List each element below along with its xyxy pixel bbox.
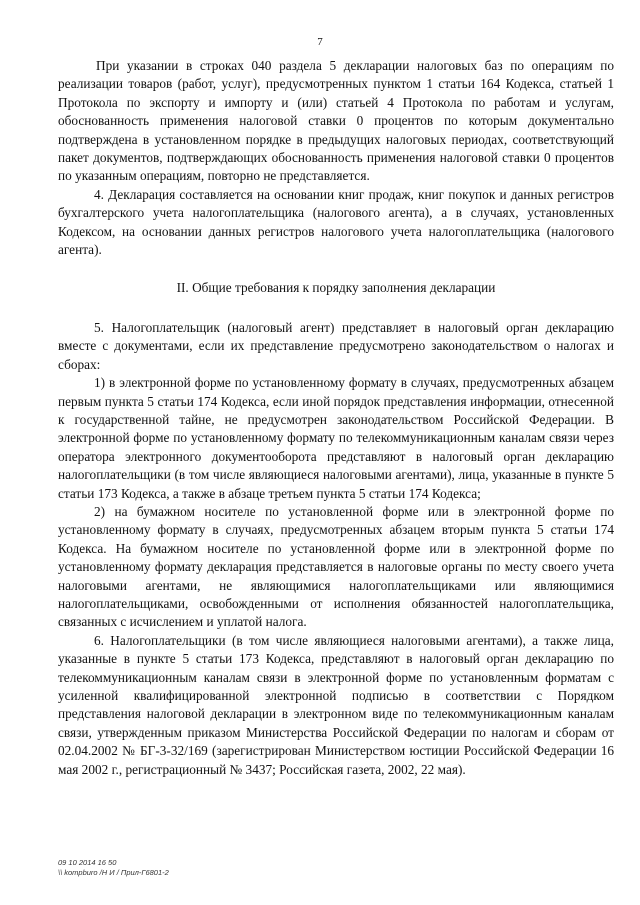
paragraph-zero-rate-documents: При указании в строках 040 раздела 5 декларации налоговых баз по операциям по реализации товаров (работ, услуг), предусмотренных пунктом 1 статьи 164 Кодекса, статьей 1 Протокола по экспорту и импорту и (или) статьей 4 Протокола по работам и услугам, обоснованность применения налоговой ставки 0 процентов по которым документально подтверждена в установленном порядке в предыдущих налоговых периодах, соответствующий пакет документов, подтверждающих обоснованность применения налоговой ставки 0 процентов по указанным операциям, повторно не представляется. xyxy=(58,58,614,184)
paragraph-5-submission: 5. Налогоплательщик (налоговый агент) представляет в налоговый орган декларацию вместе с документами, если их представление предусмотрено законодательством о налогах и сборах: xyxy=(58,319,614,372)
print-footer xyxy=(58,858,169,878)
footer-timestamp: 09 10 2014 16 50 xyxy=(58,858,117,867)
paragraph-6-telecom-channels: 6. Налогоплательщики (в том числе являющиеся налоговыми агентами), а также лица, указанные в пункте 5 статьи 173 Кодекса, представляют в налоговый орган декларацию по телекоммуникационным каналам связи в электронной форме по установленным форматам с усиленной квалифицированной электронной подписью в соответствии с Порядком представления налоговой декларации в электронном виде по телекоммуникационным каналам связи, утвержденным приказом Министерства Российской Федерации по налогам и сборам от 02.04.2002 № БГ-3-32/169 (зарегистрирован Министерством юстиции Российской Федерации 16 мая 2002 г., регистрационный № 3437; Российская газета, 2002, 22 мая). xyxy=(58,632,614,777)
document-body xyxy=(58,57,614,779)
paragraph-5-1-electronic-form: 1) в электронной форме по установленному формату в случаях, предусмотренных абзацем первым пункта 5 статьи 174 Кодекса, если иной порядок представления информации, отнесенной к государственной тайне, не предусмотрен законодательством Российской Федерации. В электронной форме по установленному формату по телекоммуникационным каналам связи через оператора электронного документооборота представляют в налоговый орган декларацию налогоплательщики (в том числе являющиеся налоговыми агентами), лица, указанные в пункте 5 статьи 173 Кодекса, а также в абзаце третьем пункта 5 статьи 174 Кодекса; xyxy=(58,375,614,501)
section-heading: II. Общие требования к порядку заполнения декларации xyxy=(176,280,496,296)
paragraph-4-declaration-basis: 4. Декларация составляется на основании книг продаж, книг покупок и данных регистров бухгалтерского учета налогоплательщика (налогового агента), а в случаях, установленных Кодексом, на основании данных регистров налогового учета налогоплательщика (налогового агента). xyxy=(58,186,614,258)
paragraph-5-2-paper-form: 2) на бумажном носителе по установленной форме или в электронной форме по установленному формату в случаях, предусмотренных абзацем вторым пункта 5 статьи 174 Кодекса. На бумажном носителе по установленной форме или в электронной форме по установленному формату декларация представляется в налоговые органы по месту своего учета налоговыми агентами, не являющимися налогоплательщиками или являющимися налогоплательщиками, освобожденными от исполнения обязанностей налогоплательщика, связанных с исчислением и уплатой налога. xyxy=(58,503,614,630)
footer-file-path: \\ kompburo /Н И / Прил-Г6801-2 xyxy=(58,868,169,877)
page-number: 7 xyxy=(317,36,323,48)
